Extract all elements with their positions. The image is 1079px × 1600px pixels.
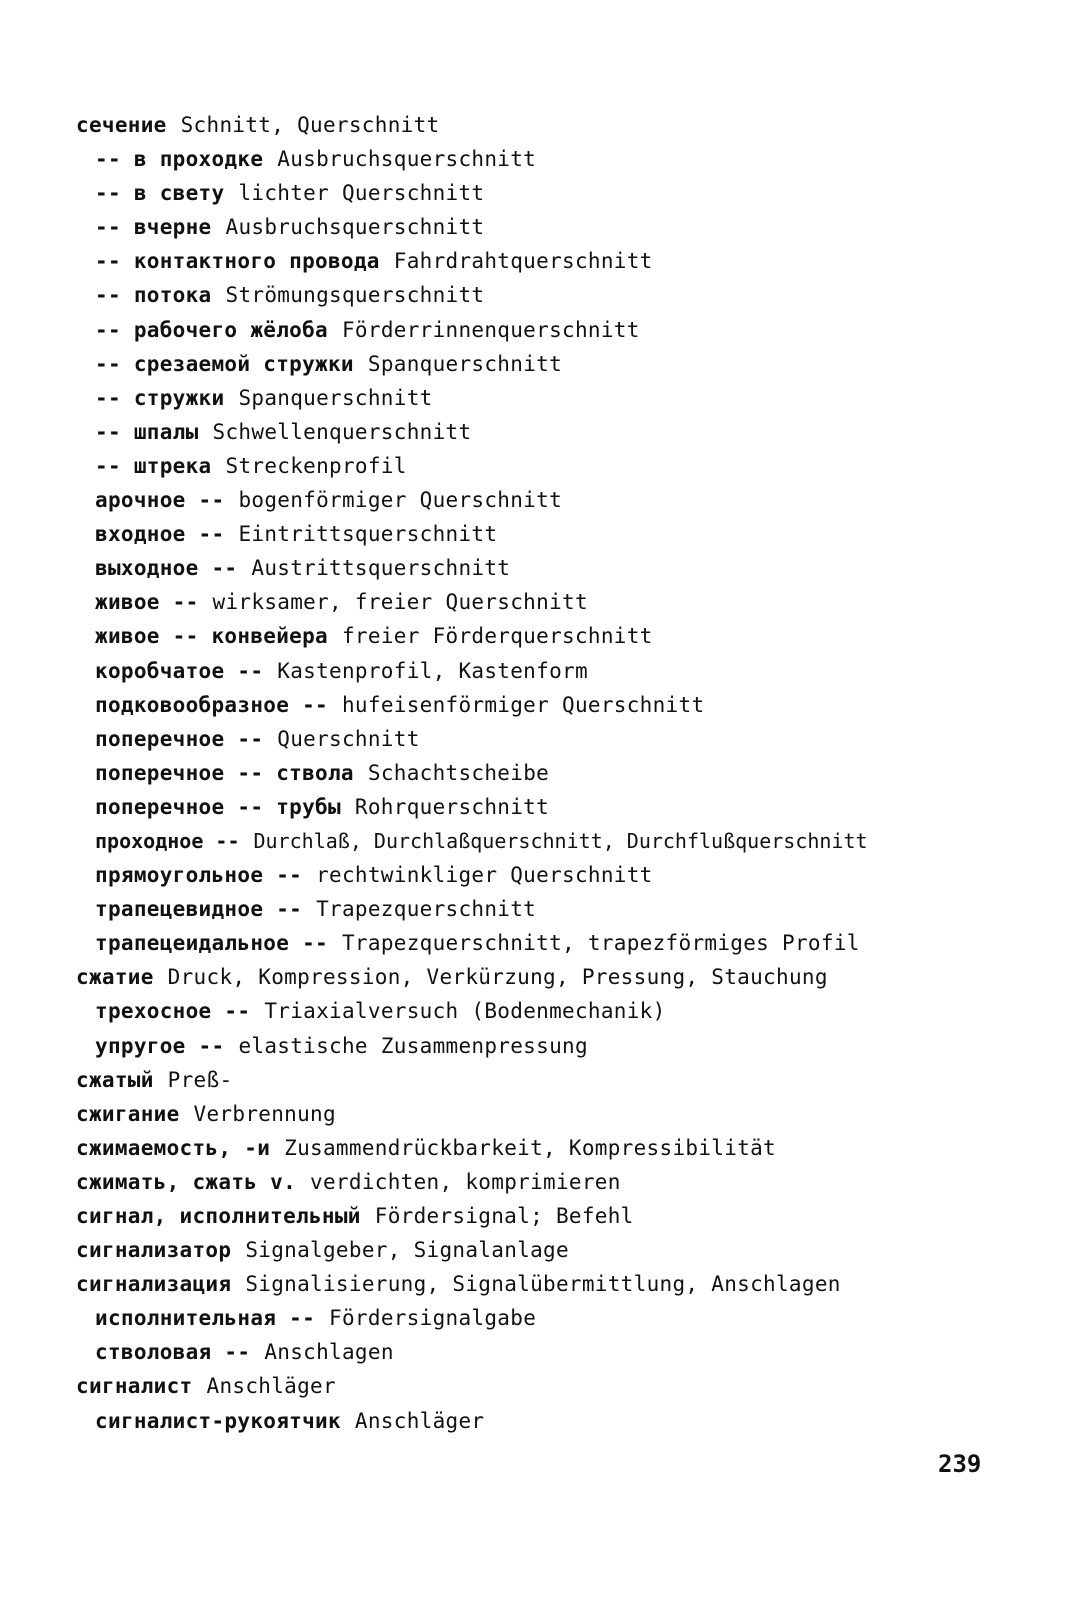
entry-translation: Trapezquerschnitt, trapezförmiges Profil: [341, 931, 860, 956]
entry: [0, 1165, 1079, 1199]
entry-translation: freier Förderquerschnitt: [341, 624, 653, 649]
entry: [0, 1335, 1079, 1369]
entry: [0, 210, 1079, 244]
entry: [0, 654, 1079, 688]
entry-term: живое -- конвейера: [95, 624, 328, 649]
entry: [0, 551, 1079, 585]
entry-term: -- штрека: [95, 453, 212, 478]
entry-list: [0, 108, 1079, 1438]
entry-term: сигнализатор: [76, 1238, 232, 1263]
entry-term: -- контактного провода: [95, 249, 380, 274]
entry-term: сжигание: [76, 1101, 180, 1126]
entry-translation: Anschläger: [354, 1408, 485, 1433]
entry-term: входное --: [95, 522, 225, 547]
entry-term: подковообразное --: [95, 692, 328, 717]
entry: [0, 313, 1079, 347]
entry-translation: rechtwinkliger Querschnitt: [316, 863, 653, 888]
entry-term: -- в свету: [95, 181, 225, 206]
entry: [0, 892, 1079, 926]
entry-term: -- в проходке: [95, 147, 264, 172]
entry-term: сжимаемость, -и: [76, 1135, 271, 1160]
entry-term: трапецеидальное --: [95, 931, 328, 956]
entry-translation: Querschnitt: [277, 726, 420, 751]
entry-term: исполнительная --: [95, 1306, 316, 1331]
entry-translation: Druck, Kompression, Verkürzung, Pressung, Stauchung: [167, 965, 828, 990]
entry-translation: Spanquerschnitt: [238, 385, 433, 410]
entry: [0, 1029, 1079, 1063]
entry-translation: Schachtscheibe: [367, 760, 550, 785]
entry-term: сжатый: [76, 1067, 154, 1092]
entry-translation: Triaxialversuch (Bodenmechanik): [264, 999, 666, 1024]
entry: [0, 858, 1079, 892]
entry-translation: Ausbruchsquerschnitt: [277, 147, 537, 172]
entry: [0, 1404, 1079, 1438]
entry: [0, 142, 1079, 176]
entry-translation: Schwellenquerschnitt: [212, 419, 472, 444]
entry: [0, 619, 1079, 653]
entry-translation: Signalgeber, Signalanlage: [245, 1238, 569, 1263]
entry: [0, 722, 1079, 756]
entry-term: выходное --: [95, 556, 238, 581]
entry-term: поперечное -- трубы: [95, 794, 341, 819]
entry-term: -- шпалы: [95, 419, 199, 444]
entry-translation: Verbrennung: [193, 1101, 336, 1126]
entry: [0, 1131, 1079, 1165]
entry-translation: Fördersignal; Befehl: [374, 1204, 634, 1228]
entry: [0, 1267, 1079, 1301]
entry-translation: Zusammendrückbarkeit, Kompressibilität: [284, 1135, 776, 1160]
entry: [0, 1301, 1079, 1335]
entry-term: коробчатое --: [95, 658, 264, 683]
entry-term: проходное --: [95, 828, 240, 853]
entry-term: сжимать, сжать v.: [76, 1169, 297, 1194]
entry-translation: Förderrinnenquerschnitt: [341, 317, 640, 342]
entry-term: сигналист: [76, 1374, 193, 1399]
entry-term: трехосное --: [95, 999, 251, 1024]
entry: [0, 483, 1079, 517]
entry-translation: wirksamer, freier Querschnitt: [212, 590, 588, 615]
entry-translation: Spanquerschnitt: [367, 351, 563, 376]
entry-term: -- потока: [95, 283, 212, 308]
entry: [0, 994, 1079, 1028]
entry-translation: verdichten, komprimieren: [310, 1169, 621, 1194]
entry-term: арочное --: [95, 488, 225, 513]
entry: [0, 1199, 1079, 1233]
entry-translation: Eintrittsquerschnitt: [238, 522, 498, 547]
entry-translation: Rohrquerschnitt: [354, 794, 550, 819]
entry-translation: Anschläger: [206, 1374, 336, 1399]
entry-translation: Streckenprofil: [225, 453, 407, 478]
entry-translation: Signalisierung, Signalübermittlung, Anschlagen: [245, 1272, 841, 1297]
entry: [0, 585, 1079, 619]
entry: [0, 449, 1079, 483]
entry-translation: Durchlaß, Durchlaßquerschnitt, Durchflußquerschnitt: [253, 828, 868, 853]
entry-term: трапецевидное --: [95, 897, 303, 922]
entry: [0, 1369, 1079, 1403]
entry-term: поперечное -- ствола: [95, 760, 354, 785]
entry: [0, 790, 1079, 824]
entry-term: прямоугольное --: [95, 863, 303, 888]
entry: [0, 415, 1079, 449]
entry-translation: Fahrdrahtquerschnitt: [393, 249, 653, 274]
entry-term: сигналист-рукоятчик: [95, 1408, 341, 1433]
entry-term: -- рабочего жёлоба: [95, 317, 328, 342]
page-number: 239: [938, 1450, 982, 1478]
entry: [0, 108, 1079, 142]
entry: [0, 1233, 1079, 1267]
entry-term: стволовая --: [95, 1340, 251, 1365]
entry: [0, 1097, 1079, 1131]
entry-translation: Anschlagen: [264, 1340, 394, 1365]
entry: [0, 756, 1079, 790]
entry: [0, 688, 1079, 722]
entry-term: -- стружки: [95, 385, 225, 410]
entry-translation: bogenförmiger Querschnitt: [238, 488, 563, 513]
entry-translation: hufeisenförmiger Querschnitt: [341, 692, 705, 717]
entry-term: упругое --: [95, 1033, 225, 1058]
entry-translation: lichter Querschnitt: [238, 181, 485, 206]
entry-term: живое --: [95, 590, 199, 615]
entry: [0, 244, 1079, 278]
entry-translation: Schnitt, Querschnitt: [180, 113, 440, 137]
entry: [0, 347, 1079, 381]
entry-translation: Austrittsquerschnitt: [251, 556, 511, 581]
entry-term: сжатие: [76, 965, 154, 990]
entry-translation: Preß-: [167, 1067, 233, 1092]
entry: [0, 176, 1079, 210]
entry: [0, 960, 1079, 994]
entry-translation: elastische Zusammenpressung: [238, 1033, 588, 1058]
entry-term: -- срезаемой стружки: [95, 351, 354, 376]
entry-term: сигнализация: [76, 1272, 232, 1297]
entry-term: сигнал, исполнительный: [76, 1204, 361, 1228]
entry-term: поперечное --: [95, 726, 264, 751]
entry-term: сечение: [76, 113, 167, 137]
entry-translation: Ausbruchsquerschnitt: [225, 215, 485, 240]
entry: [0, 824, 1079, 858]
entry-translation: Kastenprofil, Kastenform: [277, 658, 588, 683]
entry: [0, 381, 1079, 415]
entry-translation: Trapezquerschnitt: [316, 897, 537, 922]
entry-translation: Fördersignalgabe: [329, 1306, 537, 1331]
entry: [0, 517, 1079, 551]
entry: [0, 278, 1079, 312]
entry: [0, 1063, 1079, 1097]
entry: [0, 926, 1079, 960]
entry-translation: Strömungsquerschnitt: [225, 283, 485, 308]
entry-term: -- вчерне: [95, 215, 212, 240]
